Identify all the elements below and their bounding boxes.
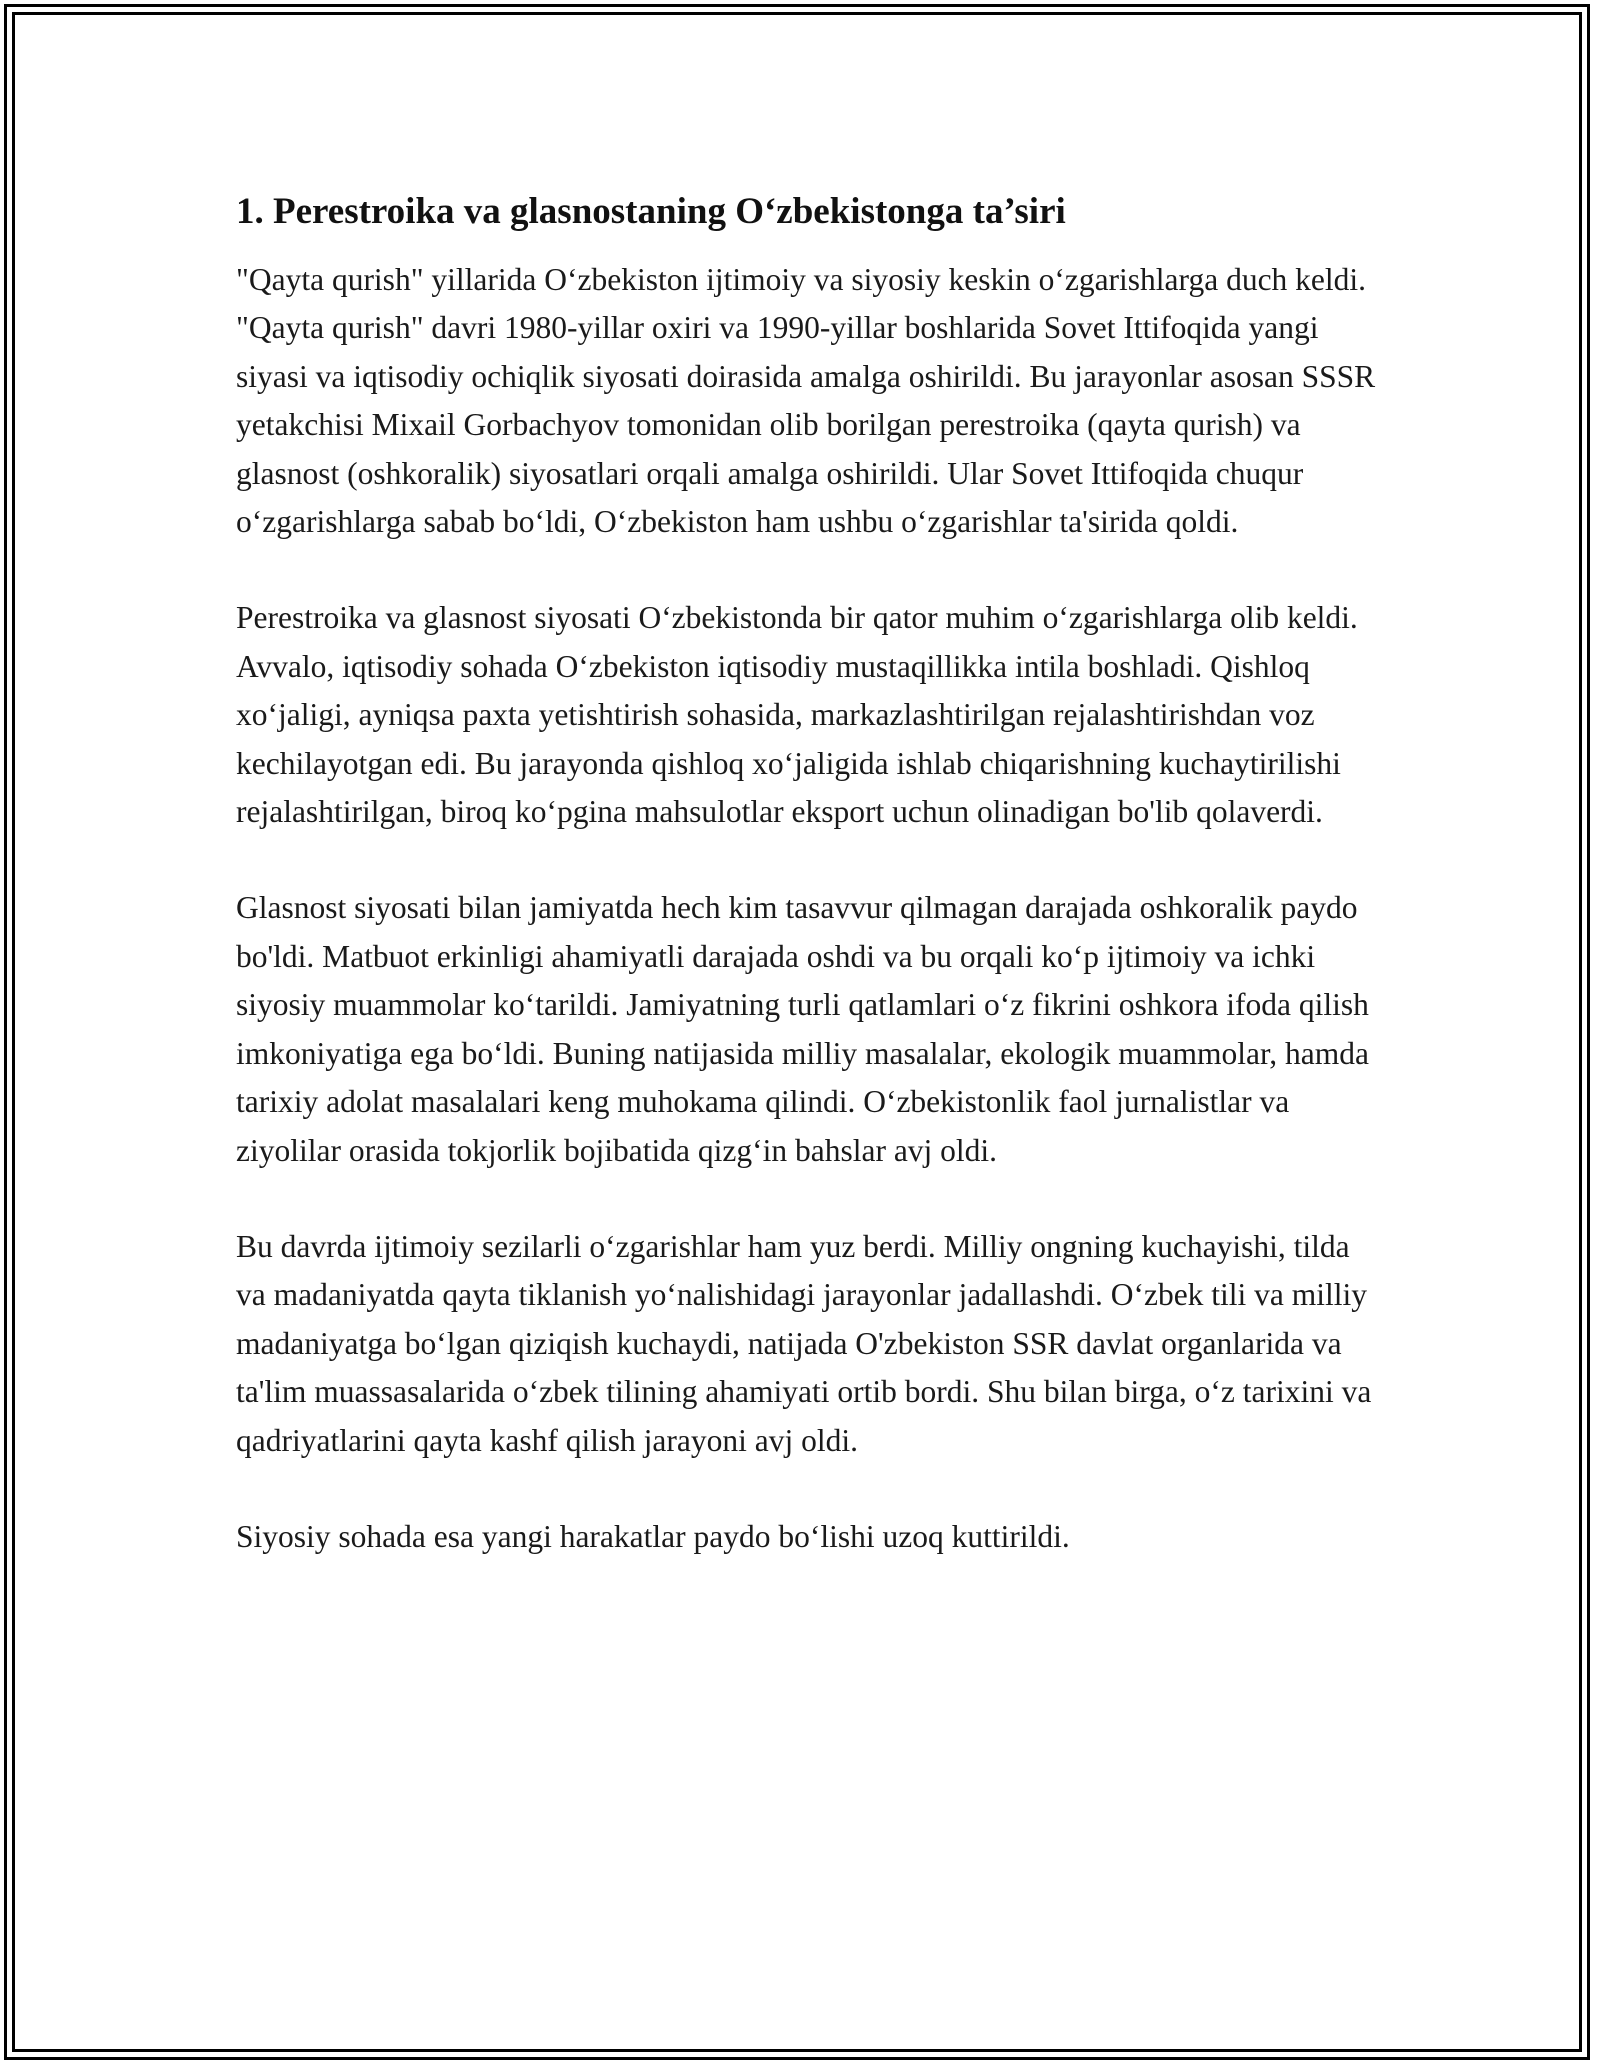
paragraph-2: Perestroika va glasnost siyosati O‘zbekistonda bir qator muhim o‘zgarishlarga olib keldi. Avvalo, iqtisodiy sohada O‘zbekiston iqtisodiy mustaqillikka intila boshladi. Qishloq xo‘jaligi, ayniqsa paxta yetishtirish sohasida, markazlashtirilgan rejalashtirishdan voz kechilayotgan edi. Bu jarayonda qishloq xo‘jaligida ishlab chiqarishning kuchaytirilishi rejalashtirilgan, biroq ko‘pgina mahsulotlar eksport uchun olinadigan bo'lib qolaverdi.	[236, 600, 1358, 830]
paragraph-1: "Qayta qurish" yillarida O‘zbekiston ijtimoiy va siyosiy keskin o‘zgarishlarga duch keldi. "Qayta qurish" davri 1980-yillar oxiri va 1990-yillar boshlarida Sovet Ittifoqida yangi siyasi va iqtisodiy ochiqlik siyosati doirasida amalga oshirildi. Bu jarayonlar asosan SSSR yetakchisi Mixail Gorbachyov tomonidan olib borilgan perestroika (qayta qurish) va glasnost (oshkoralik) siyosatlari orqali amalga oshirildi. Ular Sovet Ittifoqida chuqur o‘zgarishlarga sabab bo‘ldi, O‘zbekiston ham ushbu o‘zgarishlar ta'sirida qoldi.	[236, 262, 1376, 540]
document-body	[236, 188, 1376, 1609]
section-heading: 1. Perestroika va glasnostaning O‘zbekistonga ta’siri	[236, 191, 1066, 232]
paragraph-3: Glasnost siyosati bilan jamiyatda hech kim tasavvur qilmagan darajada oshkoralik paydo bo'ldi. Matbuot erkinligi ahamiyatli darajada oshdi va bu orqali ko‘p ijtimoiy va ichki siyosiy muammolar ko‘tarildi. Jamiyatning turli qatlamlari o‘z fikrini oshkora ifoda qilish imkoniyatiga ega bo‘ldi. Buning natijasida milliy masalalar, ekologik muammolar, hamda tarixiy adolat masalalari keng muhokama qilindi. O‘zbekistonlik faol jurnalistlar va ziyolilar orasida tokjorlik bojibatida qizg‘in bahslar avj oldi.	[236, 890, 1369, 1168]
paragraph-5: Siyosiy sohada esa yangi harakatlar paydo bo‘lishi uzoq kuttirildi.	[236, 1518, 1070, 1554]
paragraph-4: Bu davrda ijtimoiy sezilarli o‘zgarishlar ham yuz berdi. Milliy ongning kuchayishi, tilda va madaniyatda qayta tiklanish yo‘nalishidagi jarayonlar jadallashdi. O‘zbek tili va milliy madaniyatga bo‘lgan qiziqish kuchaydi, natijada O'zbekiston SSR davlat organlarida va ta'lim muassasalarida o‘zbek tilining ahamiyati ortib bordi. Shu bilan birga, o‘z tarixini va qadriyatlarini qayta kashf qilish jarayoni avj oldi.	[236, 1228, 1372, 1458]
